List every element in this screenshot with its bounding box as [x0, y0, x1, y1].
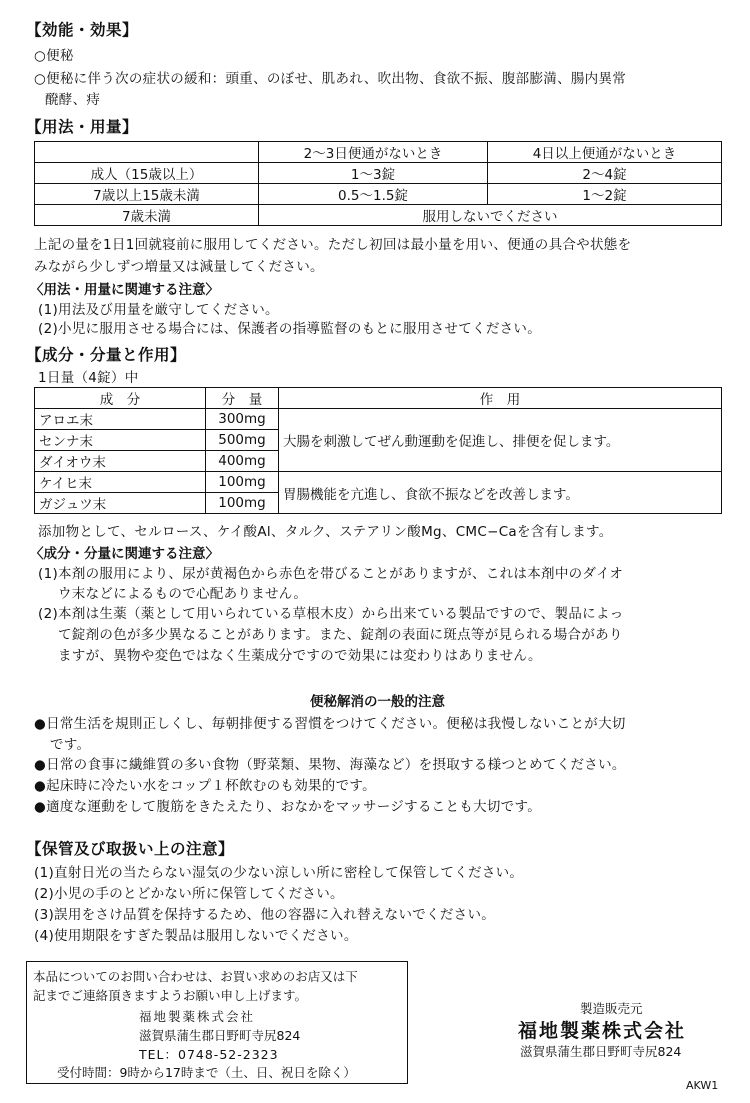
contact-hours: 受付時間：9時から17時まで（土、日、祝日を除く）	[57, 1065, 356, 1080]
dosage-notes-heading: 〈用法・用量に関連する注意〉	[30, 282, 219, 298]
ingredients-note: て錠剤の色が多少異なることがあります。また、錠剤の表面に斑点等が見られる場合があり	[58, 627, 623, 643]
storage-heading: 【保管及び取扱い上の注意】	[26, 840, 235, 858]
storage-item: (1)直射日光の当たらない湿気の少ない涼しい所に密栓して保管してください。	[34, 865, 524, 881]
contact-line: 記までご連絡頂きますようお願い申し上げます。	[33, 988, 308, 1003]
manufacturer-address: 滋賀県蒲生郡日野町寺尻824	[520, 1044, 682, 1059]
table-cell: 500mg	[206, 430, 279, 451]
storage-item: (4)使用期限をすぎた製品は服用しないでください。	[34, 928, 358, 944]
table-cell: 7歳未満	[35, 205, 259, 226]
table-row	[35, 409, 722, 430]
contact-address: 滋賀県蒲生郡日野町寺尻824	[139, 1028, 301, 1043]
tip-line: ●起床時に冷たい水をコップ１杯飲むのも効果的です。	[34, 778, 376, 794]
ingredients-note: (1)本剤の服用により、尿が黄褐色から赤色を帯びることがありますが、これは本剤中のダイオ	[38, 566, 624, 582]
table-row	[35, 205, 722, 226]
table-cell: 1〜2錠	[488, 184, 722, 205]
tip-line: ●日常の食事に繊維質の多い食物（野菜類、果物、海藻など）を摂取する様つとめてください。	[34, 757, 626, 773]
storage-item: (3)誤用をさけ品質を保持するため、他の容器に入れ替えないでください。	[34, 907, 496, 923]
table-row	[35, 472, 722, 493]
daily-amount: 1日量（4錠）中	[38, 370, 139, 386]
ingredients-note: ますが、異物や変色ではなく生薬成分ですので効果には変わりはありません。	[58, 648, 542, 664]
table-cell: ガジュツ末	[35, 493, 206, 514]
table-cell: 1〜3錠	[259, 163, 488, 184]
table-cell: ダイオウ末	[35, 451, 206, 472]
efficacy-item: ○便秘に伴う次の症状の緩和：頭重、のぼせ、肌あれ、吹出物、食欲不振、腹部膨満、腸内異常	[34, 71, 627, 87]
additives: 添加物として、セルロース、ケイ酸Al、タルク、ステアリン酸Mg、CMC−Caを含有します。	[38, 524, 613, 540]
dosage-instruction: 上記の量を1日1回就寝前に服用してください。ただし初回は最小量を用い、便通の具合や状態を	[34, 237, 632, 253]
table-cell: 2〜4錠	[488, 163, 722, 184]
table-cell: 成 分	[35, 388, 206, 409]
table-cell: 7歳以上15歳未満	[35, 184, 259, 205]
contact-line: 本品についてのお問い合わせは、お買い求めのお店又は下	[33, 969, 358, 984]
table-cell: アロエ末	[35, 409, 206, 430]
table-cell	[35, 142, 259, 163]
table-row	[35, 163, 722, 184]
efficacy-item: 醗酵、痔	[45, 92, 101, 108]
table-cell: 100mg	[206, 472, 279, 493]
dosage-note: (1)用法及び用量を厳守してください。	[38, 302, 279, 318]
table-cell: ケイヒ末	[35, 472, 206, 493]
product-code: AKW1	[686, 1079, 719, 1092]
dosage-table	[34, 141, 722, 226]
table-row	[35, 388, 722, 409]
dosage-instruction: みながら少しずつ増量又は減量してください。	[34, 259, 324, 275]
tip-line: ●日常生活を規則正しくし、毎朝排便する習慣をつけてください。便秘は我慢しないことが大切	[34, 716, 626, 732]
table-cell: 作 用	[279, 388, 722, 409]
table-cell: 2〜3日便通がないとき	[259, 142, 488, 163]
table-cell: 300mg	[206, 409, 279, 430]
table-row	[35, 142, 722, 163]
dosage-note: (2)小児に服用させる場合には、保護者の指導監督のもとに服用させてください。	[38, 321, 542, 337]
tip-line: ●適度な運動をして腹筋をきたえたり、おなかをマッサージすることも大切です。	[34, 799, 541, 815]
ingredients-notes-heading: 〈成分・分量に関連する注意〉	[30, 546, 219, 562]
table-cell: 胃腸機能を亢進し、食欲不振などを改善します。	[279, 472, 722, 514]
storage-item: (2)小児の手のとどかない所に保管してください。	[34, 886, 344, 902]
contact-company: 福地製薬株式会社	[139, 1009, 256, 1024]
contact-tel: TEL：0748-52-2323	[139, 1047, 279, 1062]
ingredients-note: ウ末などによるもので心配ありません。	[58, 586, 308, 602]
efficacy-item: ○便秘	[34, 48, 74, 64]
tip-line: です。	[50, 737, 91, 753]
ingredients-table	[34, 387, 722, 514]
table-cell: 4日以上便通がないとき	[488, 142, 722, 163]
dosage-heading: 【用法・用量】	[26, 118, 139, 136]
table-cell: 分 量	[206, 388, 279, 409]
tips-heading: 便秘解消の一般的注意	[310, 694, 445, 710]
efficacy-heading: 【効能・効果】	[26, 21, 139, 39]
manufacturer-label: 製造販売元	[580, 1001, 643, 1016]
table-cell: 大腸を刺激してぜん動運動を促進し、排便を促します。	[279, 409, 722, 472]
manufacturer-name: 福地製薬株式会社	[518, 1020, 687, 1042]
table-cell: 成人（15歳以上）	[35, 163, 259, 184]
ingredients-heading: 【成分・分量と作用】	[26, 346, 187, 364]
table-cell: 400mg	[206, 451, 279, 472]
table-cell: センナ末	[35, 430, 206, 451]
table-cell: 0.5〜1.5錠	[259, 184, 488, 205]
table-cell: 100mg	[206, 493, 279, 514]
table-cell: 服用しないでください	[259, 205, 722, 226]
ingredients-note: (2)本剤は生薬（薬として用いられている草根木皮）から出来ている製品ですので、製品によっ	[38, 606, 624, 622]
contact-box	[26, 961, 408, 1084]
table-row	[35, 184, 722, 205]
